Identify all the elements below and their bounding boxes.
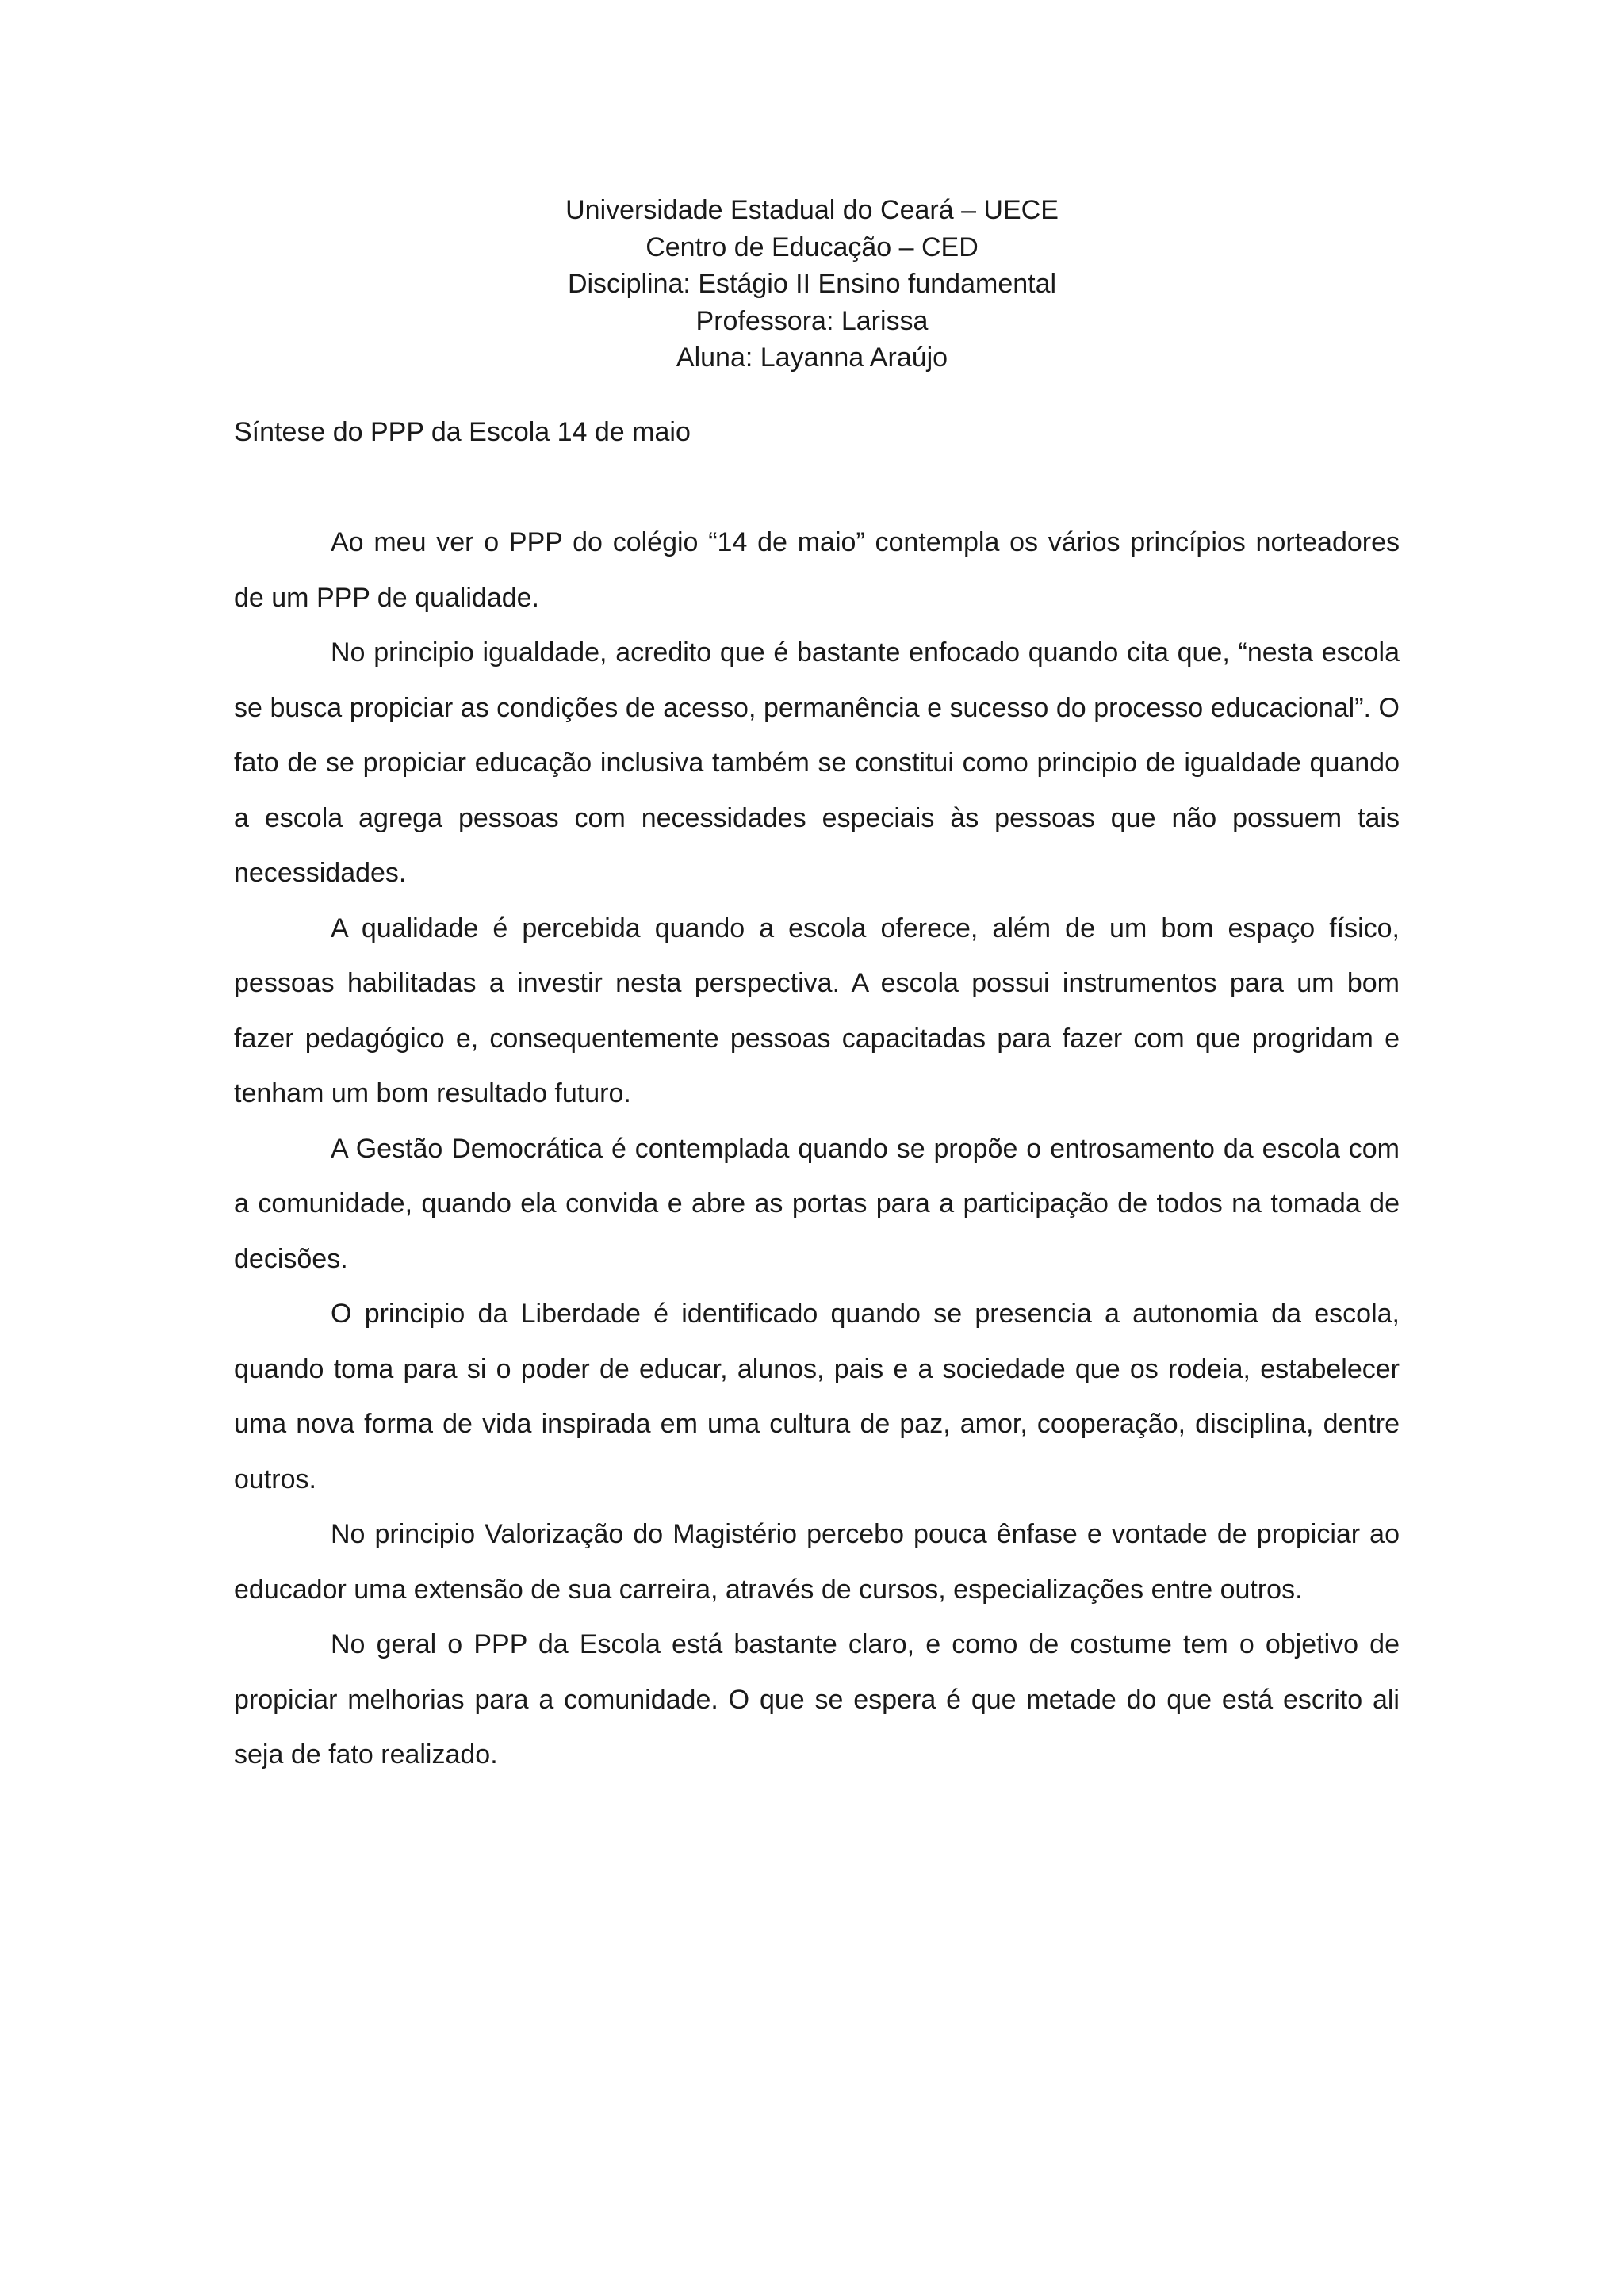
paragraph: O principio da Liberdade é identificado quando se presencia a autonomia da escola, quando toma para si o poder de educar, alunos, pais e a sociedade que os rodeia, estabelecer uma nova forma de vida inspirada em uma cultura de paz, amor, cooperação, disciplina, dentre outros.	[234, 1299, 1400, 1494]
header-professor: Professora: Larissa	[695, 305, 929, 336]
header-discipline: Disciplina: Estágio II Ensino fundamental	[567, 269, 1057, 299]
document-header	[0, 192, 1624, 377]
document-body	[234, 515, 1400, 1783]
paragraph: A qualidade é percebida quando a escola oferece, além de um bom espaço físico, pessoas habilitadas a investir nesta perspectiva. A escola possui instrumentos para um bom fazer pedagógico e, consequentemente pessoas capacitadas para fazer com que progridam e tenham um bom resultado futuro.	[234, 913, 1400, 1108]
paragraph: Ao meu ver o PPP do colégio “14 de maio” contempla os vários princípios norteadores de um PPP de qualidade.	[234, 527, 1400, 613]
paragraph: A Gestão Democrática é contemplada quando se propõe o entrosamento da escola com a comunidade, quando ela convida e abre as portas para a participação de todos na tomada de decisões.	[234, 1133, 1400, 1274]
paragraph: No principio igualdade, acredito que é bastante enfocado quando cita que, “nesta escola se busca propiciar as condições de acesso, permanência e sucesso do processo educacional”. O fato de se propiciar educação inclusiva também se constitui como principio de igualdade quando a escola agrega pessoas com necessidades especiais às pessoas que não possuem tais necessidades.	[234, 637, 1400, 888]
header-center: Centro de Educação – CED	[645, 232, 979, 262]
paragraph: No geral o PPP da Escola está bastante claro, e como de costume tem o objetivo de propiciar melhorias para a comunidade. O que se espera é que metade do que está escrito ali seja de fato realizado.	[234, 1629, 1400, 1770]
header-university: Universidade Estadual do Ceará – UECE	[565, 195, 1059, 225]
document-title: Síntese do PPP da Escola 14 de maio	[234, 417, 691, 447]
paragraph: No principio Valorização do Magistério percebo pouca ênfase e vontade de propiciar ao educador uma extensão de sua carreira, através de cursos, especializações entre outros.	[234, 1519, 1400, 1605]
header-student: Aluna: Layanna Araújo	[676, 342, 948, 373]
